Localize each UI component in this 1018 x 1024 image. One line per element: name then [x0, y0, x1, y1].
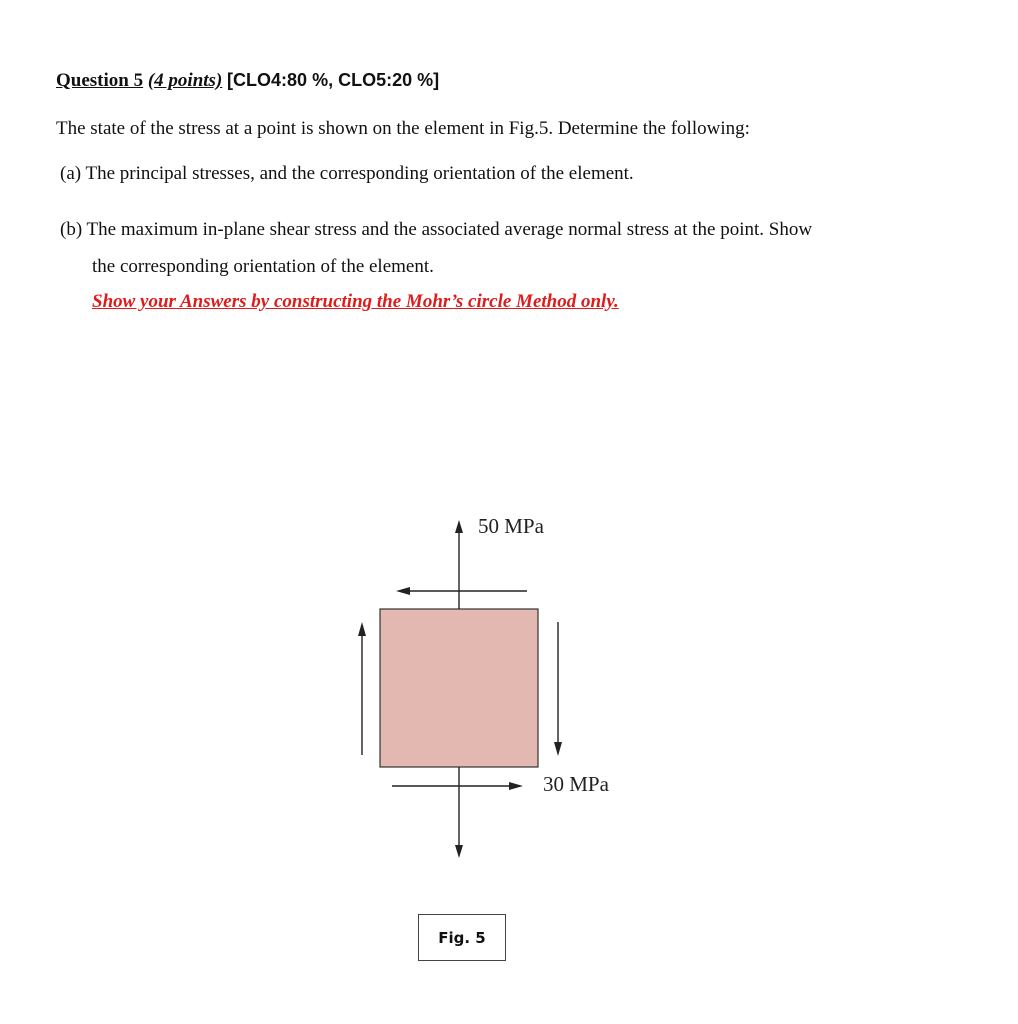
part-a-text: (a) The principal stresses, and the corresponding orientation of the element.: [60, 163, 634, 184]
normal-stress-top-arrowhead: [455, 520, 463, 533]
question-clo: [CLO4:80 %, CLO5:20 %]: [227, 70, 440, 90]
normal-stress-label: 50 MPa: [478, 514, 544, 538]
shear-left-arrowhead: [358, 622, 366, 636]
question-label: Question 5: [56, 70, 144, 91]
figure-caption-text: Fig. 5: [438, 928, 486, 947]
shear-bottom-arrowhead: [509, 782, 523, 790]
shear-right-arrowhead: [554, 742, 562, 756]
shear-stress-label: 30 MPa: [543, 772, 609, 796]
normal-stress-bottom-arrowhead: [455, 845, 463, 858]
mohr-instruction: Show your Answers by constructing the Mohr’s circle Method only.: [92, 291, 619, 312]
question-points: (4 points): [147, 70, 223, 91]
figure-caption: [418, 914, 506, 961]
part-b-text-line1: (b) The maximum in-plane shear stress and the associated average normal stress at the point. Show: [60, 219, 813, 240]
stress-element: [380, 609, 538, 767]
part-b-text-line2: the corresponding orientation of the element.: [92, 256, 434, 277]
intro-text: The state of the stress at a point is shown on the element in Fig.5. Determine the following:: [56, 118, 750, 139]
shear-top-arrowhead: [396, 587, 410, 595]
